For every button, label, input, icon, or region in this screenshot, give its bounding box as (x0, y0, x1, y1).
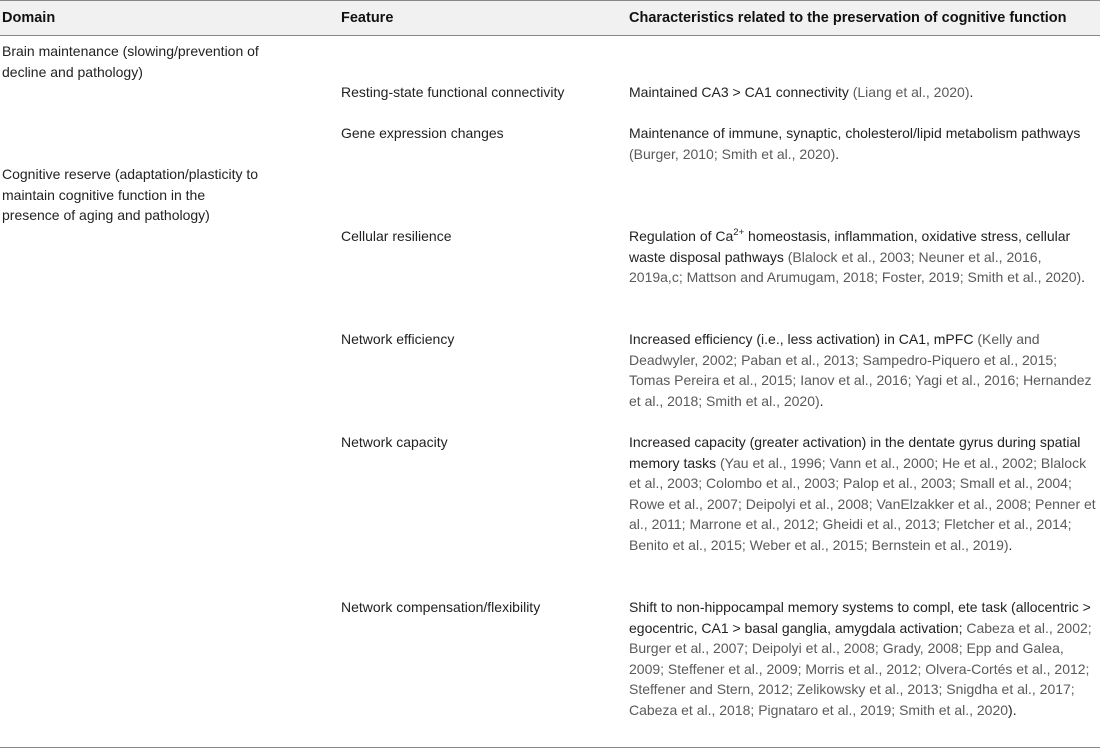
header-feature: Feature (341, 10, 394, 26)
characteristics-tail: ). (1008, 701, 1017, 718)
feature-network-compensation: Network compensation/flexibility (341, 599, 541, 615)
table-header (0, 0, 1100, 36)
characteristics-cellular-resilience (629, 226, 1099, 288)
characteristics-text: Maintained CA3 > CA1 connectivity (629, 84, 849, 100)
citation-list: (Kelly and Deadwyler, 2002; Paban et al., 2013; Sampedro-Piquero et al., 2015; Tomas Pereira et al., 2015; Ianov et al., 2016; Yagi et al., 2016; Hernandez et al., 2018; Smith et al., 2020) (629, 331, 1092, 409)
domain-brain-maintenance: Brain maintenance (slowing/prevention of decline and pathology) (2, 43, 259, 80)
citation-list: (Yau et al., 1996; Vann et al., 2000; He et al., 2002; Blalock et al., 2003; Colombo et al., 2003; Palop et al., 2003; Small et al., 2004; Rowe et al., 2007; Deipolyi et al., 2008; VanElzakker et al., 2008; Penner et al., 2011; Marrone et al., 2012; Gheidi et al., 2013; Fletcher et al., 2014; Benito et al., 2015; Weber et al., 2015; Bernstein et al., 2019) (629, 454, 1096, 553)
characteristics-network-efficiency (629, 329, 1099, 411)
characteristics-text: Shift to non-hippocampal memory systems to compl, ete task (allocentric > egocentric, CA1 > basal ganglia, amygdala activation; (629, 599, 1091, 636)
citation-list: (Liang et al., 2020) (852, 84, 970, 100)
characteristics-tail: . (835, 145, 840, 162)
feature-cellular-resilience: Cellular resilience (341, 228, 452, 244)
characteristics-resting-state (629, 82, 1099, 103)
characteristics-network-capacity (629, 432, 1099, 555)
characteristics-text: Increased efficiency (i.e., less activation) in CA1, mPFC (629, 331, 974, 347)
characteristics-text: Maintenance of immune, synaptic, cholesterol/lipid metabolism pathways (629, 125, 1081, 141)
characteristics-text: Increased capacity (greater activation) in the dentate gyrus during spatial memory tasks (629, 434, 1081, 471)
citation-list: (Blalock et al., 2003; Neuner et al., 2016, 2019a,c; Mattson and Arumugam, 2018; Foster, 2019; Smith et al., 2020) (629, 248, 1082, 285)
feature-network-efficiency: Network efficiency (341, 331, 455, 347)
domain-cognitive-reserve: Cognitive reserve (adaptation/plasticity to maintain cognitive function in the presence of aging and pathology) (2, 166, 259, 223)
characteristics-tail: . (1081, 269, 1086, 285)
table-bottom-rule (0, 747, 1100, 748)
characteristics-tail: . (969, 84, 974, 100)
feature-gene-expression: Gene expression changes (341, 125, 504, 141)
citation-list: Cabeza et al., 2002; Burger et al., 2007; Deipolyi et al., 2008; Grady, 2008; Epp and Galea, 2009; Steffener et al., 2009; Morris et al., 2012; Olvera-Cortés et al., 2012; Steffener and Stern, 2012; Zelikowsky et al., 2013; Snigdha et al., 2017; Cabeza et al., 2018; Pignataro et al., 2019; Smith et al., 2020 (629, 619, 1092, 718)
feature-network-capacity: Network capacity (341, 434, 448, 450)
characteristics-text: homeostasis, inflammation, oxidative stress, cellular waste disposal pathways (629, 228, 1071, 265)
characteristics-gene-expression (629, 123, 1099, 164)
header-domain: Domain (2, 10, 56, 26)
superscript-charge: 2+ (733, 227, 745, 238)
characteristics-network-compensation (629, 597, 1099, 720)
characteristics-tail: . (1008, 536, 1013, 553)
characteristics-text-prefix: Regulation of Ca (629, 228, 734, 244)
characteristics-tail: . (819, 392, 824, 409)
header-characteristics: Characteristics related to the preservation of cognitive function (629, 10, 1067, 26)
feature-resting-state: Resting-state functional connectivity (341, 84, 565, 100)
citation-list: (Burger, 2010; Smith et al., 2020) (629, 145, 836, 162)
